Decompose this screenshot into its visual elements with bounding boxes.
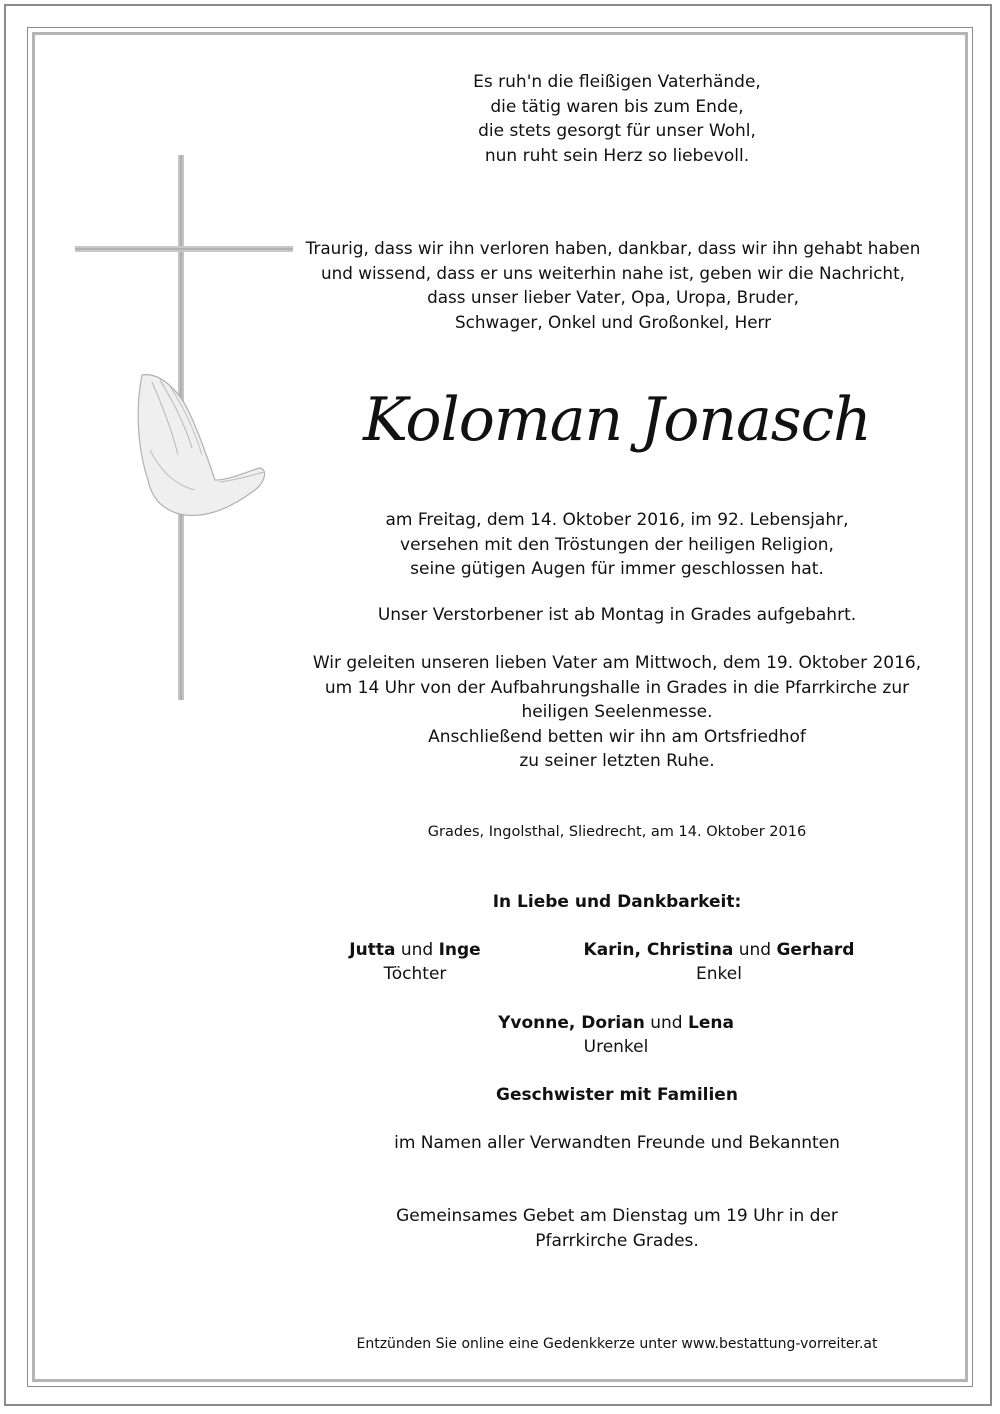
intro-text <box>286 236 940 334</box>
death-notice-line: am Freitag, dem 14. Oktober 2016, im 92. Lebensjahr, <box>385 510 849 530</box>
funeral-line: zu seiner letzten Ruhe. <box>519 751 715 771</box>
great-grandchild-name: Lena <box>687 1013 734 1033</box>
relation-label: Töchter <box>383 964 447 984</box>
prayer-line: Pfarrkirche Grades. <box>535 1230 699 1251</box>
mourners-heading-text: In Liebe und Dankbarkeit: <box>492 892 742 912</box>
daughter-name: Jutta <box>349 940 396 960</box>
joiner: und <box>733 940 777 960</box>
cross-with-praying-hands-icon <box>60 150 300 730</box>
prayer-line: Gemeinsames Gebet am Dienstag um 19 Uhr in der <box>396 1206 838 1226</box>
poem-line: nun ruht sein Herz so liebevoll. <box>484 145 750 166</box>
place-date-text: Grades, Ingolsthal, Sliedrecht, am 14. Oktober 2016 <box>427 824 807 840</box>
funeral-notice <box>280 651 954 774</box>
place-date <box>290 820 944 845</box>
intro-line: Traurig, dass wir ihn verloren haben, dankbar, dass wir ihn gehabt haben <box>305 238 921 258</box>
laid-out-notice <box>290 603 944 628</box>
grandchildren-signature <box>560 938 878 986</box>
poem-line: die tätig waren bis zum Ende, <box>490 96 744 117</box>
poem-line: Es ruh'n die fleißigen Vaterhände, <box>473 72 761 92</box>
joiner: und <box>644 1013 688 1033</box>
footer-text: Entzünden Sie online eine Gedenkkerze unter www.bestattung-vorreiter.at <box>356 1336 878 1352</box>
funeral-line: um 14 Uhr von der Aufbahrungshalle in Grades in die Pfarrkirche zur <box>324 677 910 698</box>
footer <box>300 1332 934 1357</box>
relation-label: Enkel <box>696 964 742 984</box>
others-text: im Namen aller Verwandten Freunde und Bekannten <box>394 1133 840 1153</box>
deceased-name-block <box>290 385 944 455</box>
daughters-signature <box>320 938 510 986</box>
death-notice-line: seine gütigen Augen für immer geschlossen hat. <box>410 559 824 579</box>
deceased-name: Koloman Jonasch <box>363 385 871 455</box>
great-grandchildren-names: Yvonne, Dorian <box>498 1013 645 1033</box>
death-notice-line: versehen mit den Tröstungen der heiligen Religion, <box>400 534 834 555</box>
funeral-line: Wir geleiten unseren lieben Vater am Mittwoch, dem 19. Oktober 2016, <box>312 653 922 673</box>
intro-line: und wissend, dass er uns weiterhin nahe ist, geben wir die Nachricht, <box>321 262 905 283</box>
grandchildren-names: Karin, Christina <box>583 940 734 960</box>
funeral-line: heiligen Seelenmesse. <box>521 702 713 722</box>
poem <box>290 70 944 168</box>
death-notice <box>290 508 944 582</box>
laid-out-text: Unser Verstorbener ist ab Montag in Grades aufgebahrt. <box>377 605 857 625</box>
siblings-signature <box>290 1083 944 1108</box>
others-signature <box>290 1131 944 1156</box>
intro-line: dass unser lieber Vater, Opa, Uropa, Bruder, <box>427 287 799 307</box>
intro-line: Schwager, Onkel und Großonkel, Herr <box>454 311 772 332</box>
grandchild-name: Gerhard <box>776 940 855 960</box>
great-grandchildren-signature <box>440 1011 792 1059</box>
mourners-heading <box>290 890 944 915</box>
poem-line: die stets gesorgt für unser Wohl, <box>478 121 756 141</box>
siblings-text: Geschwister mit Familien <box>496 1085 738 1105</box>
joiner: und <box>395 940 439 960</box>
funeral-line: Anschließend betten wir ihn am Ortsfriedhof <box>428 726 806 747</box>
prayer-notice <box>290 1204 944 1253</box>
relation-label: Urenkel <box>583 1037 649 1057</box>
daughter-name: Inge <box>438 940 481 960</box>
